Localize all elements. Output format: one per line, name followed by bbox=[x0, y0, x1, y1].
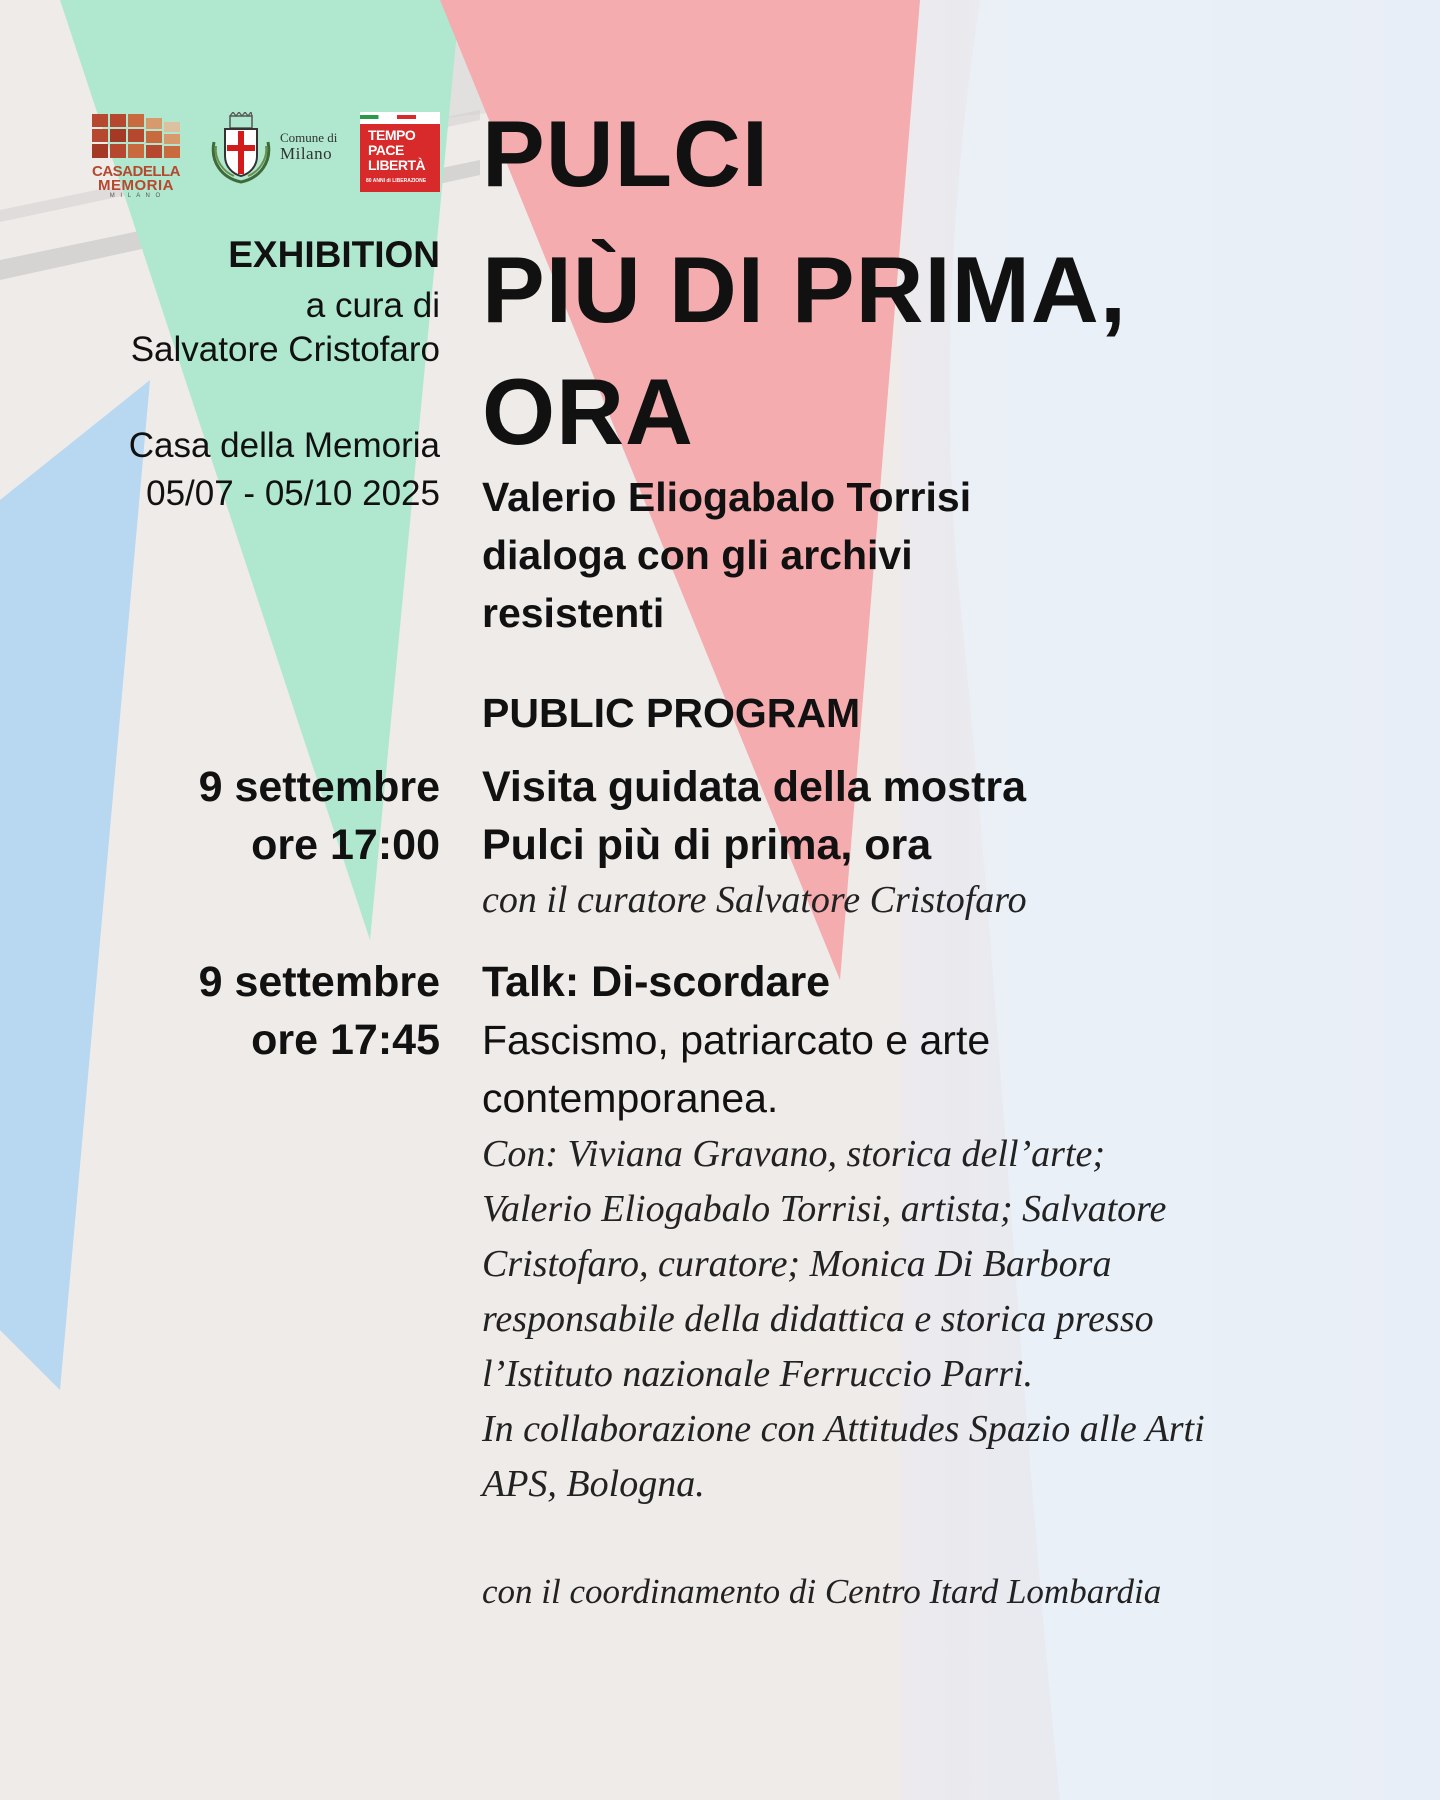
title-line3: ORA bbox=[482, 359, 694, 464]
event2-date: 9 settembre bbox=[198, 958, 440, 1006]
event2-speaker-line: Cristofaro, curatore; Monica Di Barbora bbox=[482, 1243, 1112, 1285]
event2-speaker-line: responsabile della didattica e storica presso bbox=[482, 1298, 1154, 1340]
event1-date: 9 settembre bbox=[198, 763, 440, 811]
comune-di-milano-logo bbox=[208, 112, 348, 184]
milano-coat-of-arms-icon bbox=[208, 112, 274, 184]
casa-della-memoria-mark bbox=[92, 114, 180, 160]
tempo-logo-top-band bbox=[360, 112, 440, 124]
event1-time: ore 17:00 bbox=[251, 821, 440, 869]
casa-della-memoria-logo bbox=[92, 114, 180, 199]
casa-logo-line2: MEMORIA bbox=[98, 177, 174, 194]
tempo-logo-line3: LIBERTÀ bbox=[368, 157, 426, 173]
curator-name: Salvatore Cristofaro bbox=[130, 330, 440, 369]
event2-time: ore 17:45 bbox=[251, 1016, 440, 1064]
event2-desc-line2: contemporanea. bbox=[482, 1075, 779, 1121]
comune-logo-line1: Comune di bbox=[280, 130, 338, 145]
event2-speaker-line: Con: Viviana Gravano, storica dell’arte; bbox=[482, 1133, 1106, 1175]
tempo-logo-small: 80 ANNI di LIBERAZIONE bbox=[366, 178, 427, 184]
subtitle-line1: Valerio Eliogabalo Torrisi bbox=[482, 474, 972, 520]
casa-logo-line1: CASADELLA bbox=[92, 163, 180, 180]
event2-speaker-line: In collaborazione con Attitudes Spazio alle Arti bbox=[482, 1408, 1205, 1450]
comune-logo-line2: Milano bbox=[280, 144, 333, 163]
subtitle-line3: resistenti bbox=[482, 590, 665, 636]
title-line2: PIÙ DI PRIMA, bbox=[482, 237, 1127, 342]
event2-speaker-line: l’Istituto nazionale Ferruccio Parri. bbox=[482, 1353, 1033, 1395]
tempo-pace-liberta-logo bbox=[360, 112, 440, 192]
curated-by-label: a cura di bbox=[305, 286, 440, 325]
tempo-logo-line2: PACE bbox=[368, 142, 404, 158]
venue-name: Casa della Memoria bbox=[128, 426, 440, 465]
tempo-logo-line1: TEMPO bbox=[368, 127, 416, 143]
subtitle-line2: dialoga con gli archivi bbox=[482, 532, 913, 578]
event1-note: con il curatore Salvatore Cristofaro bbox=[482, 879, 1027, 921]
coordination-note: con il coordinamento di Centro Itard Lombardia bbox=[482, 1572, 1162, 1611]
event2-title: Talk: Di-scordare bbox=[482, 958, 831, 1006]
event1-title-line1: Visita guidata della mostra bbox=[482, 763, 1027, 811]
event2-desc-line1: Fascismo, patriarcato e arte bbox=[482, 1017, 991, 1063]
public-program-heading: PUBLIC PROGRAM bbox=[482, 690, 861, 736]
event1-title-line2: Pulci più di prima, ora bbox=[482, 821, 932, 869]
exhibition-dates: 05/07 - 05/10 2025 bbox=[146, 474, 440, 513]
title-line1: PULCI bbox=[482, 101, 769, 206]
exhibition-label: EXHIBITION bbox=[228, 234, 440, 275]
casa-logo-line3: M I L A N O bbox=[109, 193, 163, 199]
event2-speaker-line: APS, Bologna. bbox=[482, 1463, 705, 1505]
event2-speaker-line: Valerio Eliogabalo Torrisi, artista; Salvatore bbox=[482, 1188, 1167, 1230]
